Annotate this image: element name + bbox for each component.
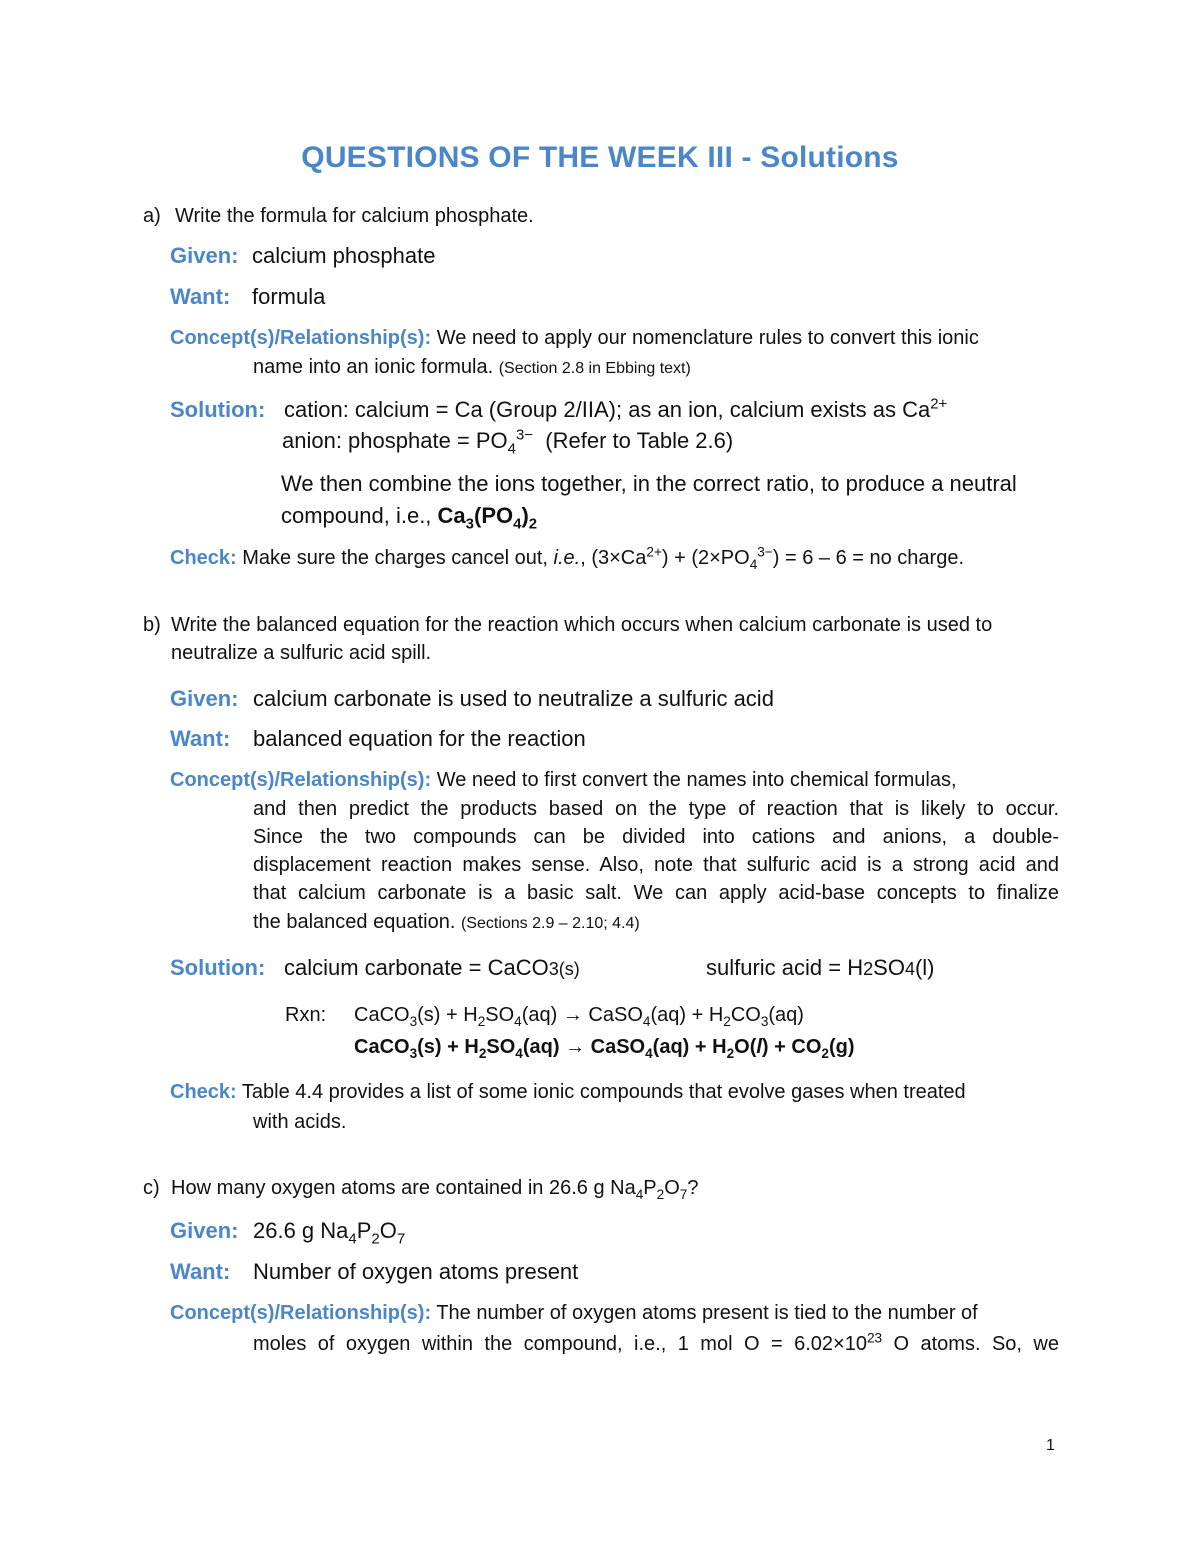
- colon: :: [230, 1081, 237, 1103]
- rxn-balanced: CaCO$_3$(s) + $H_2SO_4(aq)$ → CaSO$_4$(aq) + $H_2O(l) + CO_2(g)$: [354, 1036, 855, 1061]
- check-a-part: ) + (2×PO: [661, 547, 750, 569]
- concept-a-line1: [170, 327, 979, 350]
- want-b: [170, 726, 230, 752]
- check-a-part: , (3×Ca: [580, 547, 647, 569]
- h2so4-sub: 2: [863, 959, 874, 979]
- concept-b-line5: that calcium carbonate is a basic salt. We can apply acid-base concepts to finalize: [253, 882, 1059, 904]
- check-b-line1: [170, 1081, 966, 1104]
- colon: :: [230, 547, 237, 569]
- concept-label: Concept(s)/Relationship(s): [170, 1302, 425, 1324]
- formula-part: (PO: [474, 503, 514, 528]
- formula-sub: 4: [513, 515, 522, 533]
- caco3-sub: 3(s): [548, 959, 580, 979]
- concept-c-text1: The number of oxygen atoms present is tied to the number of: [436, 1302, 978, 1324]
- anion-sub: 4: [507, 440, 516, 458]
- concept-b-line2: and then predict the products based on the type of reaction that is likely to occur.: [253, 798, 1059, 820]
- cation-text: cation: calcium = Ca (Group 2/IIA); as an ion, calcium exists as Ca: [284, 397, 931, 422]
- check-a-text: Make sure the charges cancel out,: [242, 547, 554, 569]
- colon: :: [222, 726, 231, 751]
- h2so4-text: sulfuric acid = H: [706, 955, 864, 980]
- concept-b-text1: We need to first convert the names into chemical formulas,: [436, 769, 957, 791]
- anion-charge: 3−: [516, 426, 534, 444]
- concept-a-ref: (Section 2.8 in Ebbing text): [498, 360, 691, 377]
- page-title: QUESTIONS OF THE WEEK III - Solutions: [301, 141, 899, 174]
- solution-b-caco3: [284, 955, 580, 981]
- given-b: [170, 686, 238, 712]
- concept-b-line3: Since the two compounds can be divided into cations and anions, a double-: [253, 826, 1059, 848]
- concept-b-ref: (Sections 2.9 – 2.10; 4.4): [460, 915, 640, 932]
- question-b-text2: neutralize a sulfuric acid spill.: [171, 642, 432, 664]
- concept-b-line4: displacement reaction makes sense. Also, note that sulfuric acid is a strong acid and: [253, 854, 1059, 876]
- check-a-sup: 2+: [646, 544, 662, 560]
- solution-a-text2: [281, 503, 538, 533]
- concept-b-text6: the balanced equation.: [253, 911, 456, 933]
- want-label: Want: [170, 726, 223, 751]
- check-a-ie: i.e.: [553, 547, 581, 569]
- solution-a-text2-lead: compound, i.e.,: [281, 503, 438, 528]
- cation-charge: 2+: [930, 395, 948, 413]
- anion-text: anion: phosphate = PO: [282, 428, 508, 453]
- question-b-marker: b): [143, 614, 161, 636]
- page-number: 1: [1046, 1437, 1055, 1454]
- concept-label: Concept(s)/Relationship(s): [170, 327, 425, 349]
- question-c-marker: c): [143, 1177, 160, 1199]
- colon: :: [231, 1218, 239, 1243]
- concept-c-line2: moles of oxygen within the compound, i.e., 1 mol $O = 6.02\times 10^{23}$ O atoms. So, we: [253, 1330, 1059, 1355]
- colon: :: [424, 769, 432, 791]
- colon: :: [231, 686, 239, 711]
- want-a: [170, 284, 230, 310]
- check-b-text1: Table 4.4 provides a list of some ionic compounds that evolve gases when treated: [241, 1081, 966, 1103]
- given-a: [170, 243, 238, 269]
- given-a-value: calcium phosphate: [252, 243, 436, 268]
- colon: :: [257, 955, 266, 980]
- concept-b-line1: [170, 769, 957, 792]
- colon: :: [424, 327, 432, 349]
- colon: :: [257, 397, 266, 422]
- concept-c-line1: [170, 1302, 978, 1325]
- given-b-value: calcium carbonate is used to neutralize a sulfuric acid: [253, 686, 774, 711]
- solution-label: Solution: [170, 397, 258, 422]
- given-c-value: 26.6 g $Na_4P_2O_7$: [253, 1218, 406, 1248]
- want-label: Want: [170, 1259, 223, 1284]
- h2so4-state: (l): [914, 955, 935, 980]
- want-c: [170, 1259, 230, 1285]
- solution-a-label: [170, 397, 265, 423]
- question-b-text1: Write the balanced equation for the reaction which occurs when calcium carbonate is used to: [171, 614, 993, 636]
- colon: :: [222, 284, 231, 309]
- want-c-value: Number of oxygen atoms present: [253, 1259, 579, 1284]
- check-a-part: ) = 6 – 6 = no charge.: [772, 547, 965, 569]
- formula-sub: 3: [465, 515, 474, 533]
- concept-a-line2: [253, 356, 691, 379]
- want-b-value: balanced equation for the reaction: [253, 726, 586, 751]
- colon: :: [424, 1302, 432, 1324]
- anion-ref: (Refer to Table 2.6): [545, 428, 734, 453]
- solution-a-text1: We then combine the ions together, in the correct ratio, to produce a neutral: [281, 471, 1017, 496]
- concept-label: Concept(s)/Relationship(s): [170, 769, 425, 791]
- want-a-value: formula: [252, 284, 326, 309]
- colon: :: [222, 1259, 231, 1284]
- solution-b-h2so4: [706, 955, 935, 981]
- check-a: [170, 544, 965, 572]
- given-label: Given: [170, 686, 232, 711]
- solution-a-cation: [284, 397, 947, 423]
- rxn-label: Rxn:: [285, 1004, 327, 1026]
- want-label: Want: [170, 284, 223, 309]
- h2so4-sub: 4: [904, 959, 915, 979]
- solution-b-label: [170, 955, 265, 981]
- question-c-text: How many oxygen atoms are contained in 26.6 g $Na_4P_2O_7$?: [171, 1177, 699, 1202]
- check-b-line2: with acids.: [253, 1111, 347, 1133]
- concept-b-line6: [253, 911, 640, 934]
- colon: :: [231, 243, 239, 268]
- question-a-marker: a): [143, 205, 161, 227]
- rxn-unbalanced: CaCO$_3$(s) + $H_2SO_4(aq)$ → CaSO$_4$(aq) + $H_2CO_3(aq)$: [354, 1004, 804, 1029]
- solution-a-anion: [282, 426, 734, 458]
- caco3-text: calcium carbonate = CaCO: [284, 955, 549, 980]
- check-a-sub: 4: [749, 557, 758, 572]
- concept-a-text2: name into an ionic formula.: [253, 356, 494, 378]
- question-a-text: Write the formula for calcium phosphate.: [175, 205, 534, 227]
- formula-part: Ca: [437, 503, 466, 528]
- formula-part: ): [521, 503, 529, 528]
- formula-sub: 2: [528, 515, 538, 533]
- given-label: Given: [170, 1218, 232, 1243]
- check-label: Check: [170, 1081, 231, 1103]
- concept-a-text1: We need to apply our nomenclature rules to convert this ionic: [436, 327, 979, 349]
- calcium-phosphate-formula: [437, 503, 538, 533]
- given-c: [170, 1218, 238, 1244]
- solution-label: Solution: [170, 955, 258, 980]
- check-label: Check: [170, 547, 231, 569]
- check-a-sup: 3−: [757, 544, 773, 560]
- h2so4-text: SO: [873, 955, 905, 980]
- given-label: Given: [170, 243, 232, 268]
